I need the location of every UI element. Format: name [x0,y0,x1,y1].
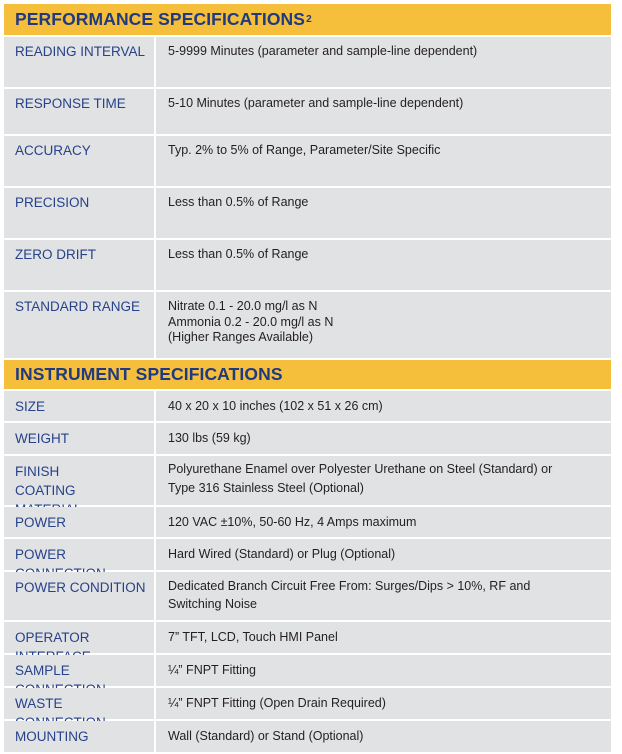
spec-row-power [4,507,611,539]
spec-label: RESPONSE TIME [4,89,156,134]
spec-value-line: Typ. 2% to 5% of Range, Parameter/Site Specific [168,143,441,157]
spec-value-line: Polyurethane Enamel over Polyester Urethane on Steel (Standard) or [168,462,553,476]
spec-value [156,688,611,719]
spec-value [156,188,611,238]
spec-label: SAMPLE [4,655,156,686]
spec-label: WASTE [4,688,156,719]
spec-value-line: 40 x 20 x 10 inches (102 x 51 x 26 cm) [168,399,383,413]
spec-value-line: 130 lbs (59 kg) [168,431,251,445]
spec-value-line: Less than 0.5% of Range [168,195,309,209]
spec-value-line: Wall (Standard) or Stand (Optional) [168,729,364,743]
spec-value [156,292,611,358]
spec-label: WEIGHT [4,423,156,454]
spec-value [156,240,611,290]
spec-row-power-connection [4,539,611,572]
spec-row-sample-connection [4,655,611,688]
spec-value [156,622,611,653]
spec-value [156,721,611,752]
spec-value-line: Hard Wired (Standard) or Plug (Optional) [168,547,396,561]
spec-label: FINISH COATING [4,456,156,505]
spec-label: STANDARD RANGE [4,292,156,358]
spec-row-response-time [4,89,611,136]
spec-value-line: Nitrate 0.1 - 20.0 mg/l as N [168,299,318,313]
instrument-title: INSTRUMENT SPECIFICATIONS [15,364,283,384]
performance-header: PERFORMANCE SPECIFICATIONS 2 [4,4,611,37]
spec-value [156,136,611,186]
spec-value [156,539,611,570]
spec-row-zero-drift [4,240,611,292]
spec-label: OPERATOR [4,622,156,653]
spec-row-precision [4,188,611,240]
spec-value [156,423,611,454]
spec-label: PRECISION [4,188,156,238]
performance-title: PERFORMANCE SPECIFICATIONS [15,9,306,29]
spec-label: READING INTERVAL [4,37,156,87]
spec-label: POWER CONDITION [4,572,156,620]
spec-row-finish-coating [4,456,611,507]
spec-row-power-condition [4,572,611,622]
spec-row-operator-interface [4,622,611,655]
spec-sheet [4,4,611,754]
spec-value-line: 5-9999 Minutes (parameter and sample-line dependent) [168,44,478,58]
spec-value [156,456,611,505]
instrument-header [4,360,611,391]
spec-row-size [4,391,611,423]
spec-label: SIZE [4,391,156,421]
spec-value-line: ¼” FNPT Fitting (Open Drain Required) [168,696,386,710]
spec-label: MOUNTING [4,721,156,752]
spec-value-line: (Higher Ranges Available) [168,330,313,344]
spec-value-line: Dedicated Branch Circuit Free From: Surges/Dips > 10%, RF and [168,579,531,593]
spec-label: ACCURACY [4,136,156,186]
spec-value-line: Ammonia 0.2 - 20.0 mg/l as N [168,314,334,329]
spec-value-line: Type 316 Stainless Steel (Optional) [168,481,364,495]
spec-label: ZERO DRIFT [4,240,156,290]
spec-value [156,655,611,686]
spec-value [156,507,611,537]
spec-value-line: Less than 0.5% of Range [168,247,309,261]
spec-row-reading-interval [4,37,611,89]
spec-row-weight [4,423,611,456]
spec-value-line: Switching Noise [168,597,257,611]
spec-value-line: 5-10 Minutes (parameter and sample-line dependent) [168,96,464,110]
spec-value [156,37,611,87]
spec-value-line: 7” TFT, LCD, Touch HMI Panel [168,630,338,644]
spec-row-waste-connection [4,688,611,721]
spec-value-line: 120 VAC ±10%, 50-60 Hz, 4 Amps maximum [168,515,417,529]
spec-label: POWER [4,539,156,570]
spec-row-accuracy [4,136,611,188]
spec-value-line: ¼” FNPT Fitting [168,663,256,677]
spec-value [156,391,611,421]
spec-value [156,89,611,134]
spec-label: POWER [4,507,156,537]
spec-value [156,572,611,620]
spec-row-standard-range [4,292,611,360]
